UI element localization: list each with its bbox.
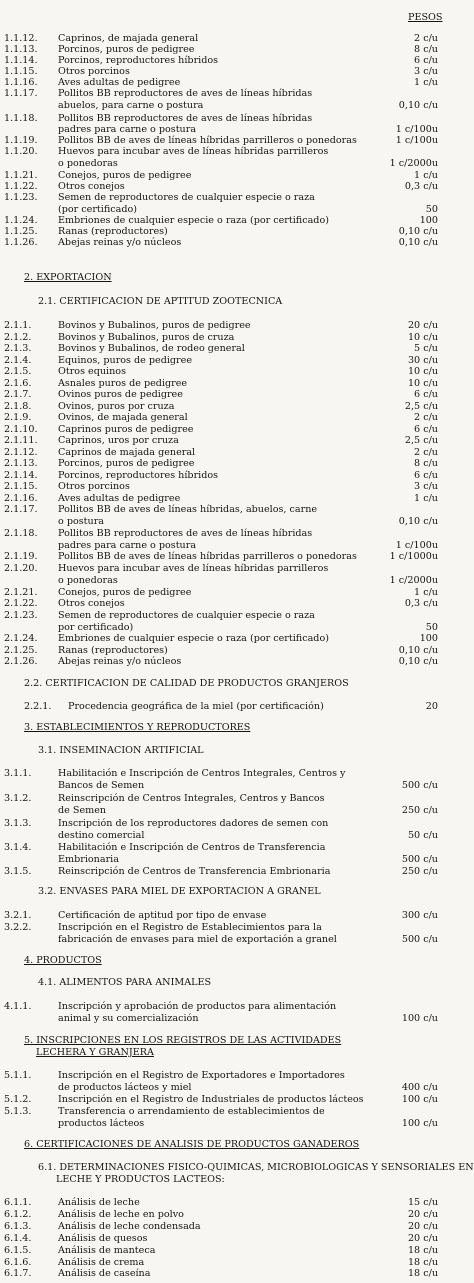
item-price: 0,10 c/u [398, 237, 438, 248]
tariff-row [0, 633, 474, 645]
subsection-heading [0, 678, 474, 690]
tariff-row [0, 1209, 474, 1221]
tariff-row [0, 1094, 474, 1106]
item-price: 10 c/u [407, 332, 438, 343]
section-heading [0, 1047, 474, 1059]
item-description: o ponedoras [58, 158, 118, 169]
item-description: o postura [58, 516, 105, 527]
item-description: Ranas (reproductores) [58, 226, 168, 237]
item-description: Pollitos BB de aves de líneas híbridas parrilleros o ponedoras [58, 551, 357, 562]
item-price: 20 c/u [407, 1233, 438, 1244]
tariff-row [0, 1197, 474, 1209]
item-number: 6.1.1. [4, 1197, 32, 1208]
tariff-row [0, 818, 474, 830]
tariff-row [0, 854, 474, 866]
section-heading-text: LECHERA Y GRANJERA [36, 1047, 154, 1058]
item-description: Habilitación e Inscripción de Centros Integrales, Centros y [58, 768, 346, 779]
tariff-row [0, 389, 474, 401]
tariff-row [0, 563, 474, 575]
item-price: 1 c/100u [395, 540, 438, 551]
item-price: 6 c/u [414, 470, 438, 481]
subsection-heading-text: 3.2. ENVASES PARA MIEL DE EXPORTACION A GRANEL [38, 886, 321, 897]
item-description: Embrionaria [58, 854, 119, 865]
item-number: 2.1.11. [4, 435, 38, 446]
tariff-row [0, 910, 474, 922]
tariff-row [0, 88, 474, 100]
tariff-row [0, 866, 474, 878]
section-heading-text: 3. ESTABLECIMIENTOS Y REPRODUCTORES [24, 722, 251, 733]
subsection-heading-text: 4.1. ALIMENTOS PARA ANIMALES [38, 977, 212, 988]
item-number: 2.1.8. [4, 401, 32, 412]
item-description: Análisis de leche [58, 1197, 140, 1208]
tariff-row [0, 780, 474, 792]
item-description: Procedencia geográfica de la miel (por certificación) [68, 701, 324, 712]
item-price: 18 c/u [407, 1257, 438, 1268]
item-description: Semen de reproductores de cualquier especie o raza [58, 610, 315, 621]
item-number: 6.1.5. [4, 1245, 32, 1256]
item-number: 1.1.21. [4, 170, 38, 181]
tariff-row [0, 922, 474, 934]
subsection-heading-text: LECHE Y PRODUCTOS LACTEOS: [56, 1174, 225, 1185]
item-description: padres para carne o postura [58, 124, 197, 135]
item-number: 6.1.3. [4, 1221, 32, 1232]
item-description: Caprinos, de majada general [58, 33, 199, 44]
tariff-row [0, 1268, 474, 1280]
item-number: 2.1.19. [4, 551, 38, 562]
item-price: 100 c/u [401, 1118, 438, 1129]
tariff-row [0, 610, 474, 622]
tariff-row [0, 100, 474, 112]
item-number: 2.1.1. [4, 320, 32, 331]
item-number: 2.1.9. [4, 412, 32, 423]
item-price: 15 c/u [407, 1197, 438, 1208]
tariff-row [0, 458, 474, 470]
item-price: 1 c/2000u [389, 575, 438, 586]
item-description: Análisis de quesos [58, 1233, 148, 1244]
item-price: 6 c/u [414, 55, 438, 66]
item-number: 3.1.4. [4, 842, 32, 853]
item-description: por certificado) [58, 622, 134, 633]
item-number: 2.1.4. [4, 355, 32, 366]
subsection-heading [0, 745, 474, 757]
item-description: Bancos de Semen [58, 780, 145, 791]
item-number: 6.1.7. [4, 1268, 32, 1279]
item-description: Análisis de leche en polvo [58, 1209, 184, 1220]
tariff-row [0, 551, 474, 563]
item-description: Equinos, puros de pedigree [58, 355, 193, 366]
item-price: 0,10 c/u [398, 645, 438, 656]
item-price: 100 [419, 215, 438, 226]
section-heading [0, 272, 474, 284]
item-number: 1.1.26. [4, 237, 38, 248]
item-price: 5 c/u [414, 343, 438, 354]
item-price: 400 c/u [401, 1082, 438, 1093]
item-number: 2.1.13. [4, 458, 38, 469]
item-price: 500 c/u [401, 780, 438, 791]
item-price: 1 c/2000u [389, 158, 438, 169]
item-price: 2,5 c/u [404, 435, 438, 446]
item-description: Ovinos puros de pedigree [58, 389, 183, 400]
item-description: Análisis de leche condensada [58, 1221, 201, 1232]
item-description: Huevos para incubar aves de líneas híbridas parrilleros [58, 563, 329, 574]
item-description: Huevos para incubar aves de líneas híbridas parrilleros [58, 146, 329, 157]
item-description: Porcinos, puros de pedigree [58, 458, 195, 469]
subsection-heading [0, 1174, 474, 1186]
item-price: 2,5 c/u [404, 401, 438, 412]
item-description: Ranas (reproductores) [58, 645, 168, 656]
item-number: 1.1.14. [4, 55, 38, 66]
item-price: 6 c/u [414, 389, 438, 400]
item-price: 250 c/u [401, 805, 438, 816]
item-description: Ovinos, puros por cruza [58, 401, 175, 412]
item-number: 3.2.1. [4, 910, 32, 921]
item-description: Transferencia o arrendamiento de establecimientos de [58, 1106, 325, 1117]
item-number: 3.1.3. [4, 818, 32, 829]
item-price: 500 c/u [401, 854, 438, 865]
item-description: Caprinos de majada general [58, 447, 196, 458]
item-number: 1.1.15. [4, 66, 38, 77]
item-price: 50 [425, 622, 438, 633]
item-number: 2.1.2. [4, 332, 32, 343]
item-number: 1.1.18. [4, 113, 38, 124]
item-number: 2.1.26. [4, 656, 38, 667]
item-description: animal y su comercialización [58, 1013, 199, 1024]
item-description: (por certificado) [58, 204, 138, 215]
item-number: 2.1.15. [4, 481, 38, 492]
item-number: 1.1.25. [4, 226, 38, 237]
item-number: 6.1.4. [4, 1233, 32, 1244]
item-description: Inscripción en el Registro de Establecimientos para la [58, 922, 322, 933]
item-price: 1 c/1000u [389, 551, 438, 562]
item-description: Abejas reinas y/o núcleos [58, 656, 182, 667]
item-number: 6.1.6. [4, 1257, 32, 1268]
item-number: 2.1.24. [4, 633, 38, 644]
item-description: Otros equinos [58, 366, 126, 377]
tariff-row [0, 146, 474, 158]
item-description: Ovinos, de majada general [58, 412, 188, 423]
item-price: 10 c/u [407, 378, 438, 389]
tariff-row [0, 504, 474, 516]
item-description: Porcinos, puros de pedigree [58, 44, 195, 55]
item-number: 1.1.22. [4, 181, 38, 192]
tariff-row [0, 366, 474, 378]
item-description: Otros porcinos [58, 481, 130, 492]
item-number: 2.1.21. [4, 587, 38, 598]
tariff-row [0, 481, 474, 493]
item-description: Asnales puros de pedigree [58, 378, 188, 389]
item-number: 3.2.2. [4, 922, 32, 933]
item-price: 2 c/u [414, 412, 438, 423]
tariff-row [0, 343, 474, 355]
tariff-row [0, 1245, 474, 1257]
item-number: 1.1.16. [4, 77, 38, 88]
item-price: 50 [425, 204, 438, 215]
item-description: Certificación de aptitud por tipo de envase [58, 910, 267, 921]
item-price: 0,3 c/u [404, 598, 438, 609]
tariff-row [0, 598, 474, 610]
tariff-row [0, 320, 474, 332]
item-price: 250 c/u [401, 866, 438, 877]
item-price: 1 c/100u [395, 135, 438, 146]
item-number: 1.1.13. [4, 44, 38, 55]
item-price: 2 c/u [414, 447, 438, 458]
item-number: 1.1.23. [4, 192, 38, 203]
item-description: Aves adultas de pedigree [58, 493, 181, 504]
item-number: 2.1.12. [4, 447, 38, 458]
item-description: Inscripción en el Registro de Exportadores e Importadores [58, 1070, 345, 1081]
item-description: padres para carne o postura [58, 540, 197, 551]
tariff-row [0, 793, 474, 805]
item-number: 2.2.1. [24, 701, 52, 712]
item-price: 0,10 c/u [398, 656, 438, 667]
item-description: abuelos, para carne o postura [58, 100, 204, 111]
subsection-heading [0, 977, 474, 989]
item-description: Pollitos BB reproductores de aves de líneas híbridas [58, 528, 313, 539]
item-price: 10 c/u [407, 366, 438, 377]
item-description: Porcinos, reproductores híbridos [58, 470, 219, 481]
item-price: 18 c/u [407, 1268, 438, 1279]
tariff-row [0, 830, 474, 842]
item-number: 4.1.1. [4, 1001, 32, 1012]
item-description: Bovinos y Bubalinos, puros de pedigree [58, 320, 251, 331]
item-description: Embriones de cualquier especie o raza (por certificado) [58, 633, 329, 644]
item-description: o ponedoras [58, 575, 118, 586]
item-description: Inscripción de los reproductores dadores de semen con [58, 818, 329, 829]
subsection-heading-text: 3.1. INSEMINACION ARTIFICIAL [38, 745, 204, 756]
tariff-row [0, 192, 474, 204]
item-number: 5.1.1. [4, 1070, 32, 1081]
tariff-row [0, 1233, 474, 1245]
tariff-row [0, 1013, 474, 1025]
item-number: 2.1.10. [4, 424, 38, 435]
item-description: Análisis de crema [58, 1257, 145, 1268]
tariff-row [0, 575, 474, 587]
item-number: 2.1.16. [4, 493, 38, 504]
tariff-row [0, 412, 474, 424]
item-price: 100 c/u [401, 1013, 438, 1024]
tariff-row [0, 934, 474, 946]
item-price: 2 c/u [414, 33, 438, 44]
item-description: Reinscripción de Centros de Transferencia Embrionaria [58, 866, 331, 877]
item-price: 3 c/u [414, 66, 438, 77]
item-number: 1.1.20. [4, 146, 38, 157]
tariff-row [0, 701, 474, 713]
tariff-row [0, 805, 474, 817]
item-description: Caprinos puros de pedigree [58, 424, 194, 435]
item-number: 1.1.19. [4, 135, 38, 146]
subsection-heading-text: 2.1. CERTIFICACION DE APTITUD ZOOTECNICA [38, 296, 283, 307]
item-description: productos lácteos [58, 1118, 145, 1129]
item-number: 2.1.23. [4, 610, 38, 621]
item-price: 1 c/u [414, 77, 438, 88]
item-number: 2.1.18. [4, 528, 38, 539]
item-price: 300 c/u [401, 910, 438, 921]
tariff-row [0, 1082, 474, 1094]
item-description: Habilitación e Inscripción de Centros de Transferencia [58, 842, 326, 853]
item-number: 1.1.24. [4, 215, 38, 226]
item-description: Aves adultas de pedigree [58, 77, 181, 88]
item-price: 3 c/u [414, 481, 438, 492]
tariff-row [0, 528, 474, 540]
item-description: fabricación de envases para miel de exportación a granel [58, 934, 337, 945]
item-price: 8 c/u [414, 44, 438, 55]
item-description: Porcinos, reproductores híbridos [58, 55, 219, 66]
item-description: Bovinos y Bubalinos, de rodeo general [58, 343, 245, 354]
item-price: 1 c/u [414, 170, 438, 181]
item-number: 5.1.2. [4, 1094, 32, 1105]
item-price: 500 c/u [401, 934, 438, 945]
subsection-heading [0, 296, 474, 308]
item-description: Embriones de cualquier especie o raza (por certificado) [58, 215, 329, 226]
item-description: Reinscripción de Centros Integrales, Centros y Bancos [58, 793, 325, 804]
item-price: 20 c/u [407, 1209, 438, 1220]
item-price: 0,10 c/u [398, 100, 438, 111]
item-number: 3.1.1. [4, 768, 32, 779]
tariff-row [0, 1106, 474, 1118]
item-number: 3.1.5. [4, 866, 32, 877]
item-price: 20 c/u [407, 320, 438, 331]
subsection-heading [0, 886, 474, 898]
item-description: Análisis de manteca [58, 1245, 156, 1256]
item-description: Bovinos y Bubalinos, puros de cruza [58, 332, 235, 343]
item-description: destino comercial [58, 830, 145, 841]
item-description: Abejas reinas y/o núcleos [58, 237, 182, 248]
item-description: Pollitos BB de aves de líneas híbridas, abuelos, carne [58, 504, 318, 515]
section-heading [0, 955, 474, 967]
tariff-row [0, 237, 474, 249]
item-number: 2.1.6. [4, 378, 32, 389]
item-number: 2.1.22. [4, 598, 38, 609]
tariff-row [0, 158, 474, 170]
section-heading [0, 1035, 474, 1047]
item-description: Caprinos, uros por cruza [58, 435, 179, 446]
item-price: 20 c/u [407, 1221, 438, 1232]
item-number: 2.1.5. [4, 366, 32, 377]
tariff-row [0, 516, 474, 528]
item-description: Inscripción y aprobación de productos para alimentación [58, 1001, 337, 1012]
item-price: 1 c/u [414, 493, 438, 504]
subsection-heading-text: 2.2. CERTIFICACION DE CALIDAD DE PRODUCTOS GRANJEROS [24, 678, 349, 689]
item-price: 1 c/u [414, 587, 438, 598]
tariff-row [0, 435, 474, 447]
tariff-row [0, 1070, 474, 1082]
item-price: 100 [419, 633, 438, 644]
tariff-row [0, 768, 474, 780]
item-price: 20 [425, 701, 438, 712]
pesos-label: PESOS [408, 12, 443, 23]
item-description: Otros porcinos [58, 66, 130, 77]
item-price: 0,10 c/u [398, 516, 438, 527]
item-number: 2.1.17. [4, 504, 38, 515]
item-description: Conejos, puros de pedigree [58, 587, 192, 598]
item-number: 2.1.3. [4, 343, 32, 354]
section-heading [0, 1139, 474, 1151]
section-heading-text: 5. INSCRIPCIONES EN LOS REGISTROS DE LAS ACTIVIDADES [24, 1035, 342, 1046]
item-description: Otros conejos [58, 598, 125, 609]
item-price: 0,10 c/u [398, 226, 438, 237]
tariff-row [0, 656, 474, 668]
item-number: 1.1.12. [4, 33, 38, 44]
section-heading-text: 2. EXPORTACION [24, 272, 112, 283]
item-description: Otros conejos [58, 181, 125, 192]
item-price: 30 c/u [407, 355, 438, 366]
item-description: de Semen [58, 805, 107, 816]
pesos-column-header [0, 12, 474, 24]
item-price: 6 c/u [414, 424, 438, 435]
item-description: de productos lácteos y miel [58, 1082, 192, 1093]
item-description: Inscripción en el Registro de Industriales de productos lácteos [58, 1094, 364, 1105]
item-description: Pollitos BB reproductores de aves de líneas híbridas [58, 88, 313, 99]
item-description: Pollitos BB reproductores de aves de líneas híbridas [58, 113, 313, 124]
item-number: 1.1.17. [4, 88, 38, 99]
subsection-heading-text: 6.1. DETERMINACIONES FISICO-QUIMICAS, MICROBIOLOGICAS Y SENSORIALES EN [38, 1162, 474, 1173]
item-price: 50 c/u [407, 830, 438, 841]
section-heading-text: 6. CERTIFICACIONES DE ANALISIS DE PRODUCTOS GANADEROS [24, 1139, 360, 1150]
item-number: 2.1.20. [4, 563, 38, 574]
section-heading [0, 722, 474, 734]
item-description: Análisis de caseína [58, 1268, 151, 1279]
section-heading-text: 4. PRODUCTOS [24, 955, 102, 966]
item-number: 3.1.2. [4, 793, 32, 804]
item-number: 5.1.3. [4, 1106, 32, 1117]
item-price: 18 c/u [407, 1245, 438, 1256]
item-description: Conejos, puros de pedigree [58, 170, 192, 181]
item-price: 1 c/100u [395, 124, 438, 135]
item-price: 8 c/u [414, 458, 438, 469]
item-number: 2.1.25. [4, 645, 38, 656]
item-price: 0,3 c/u [404, 181, 438, 192]
item-description: Semen de reproductores de cualquier especie o raza [58, 192, 315, 203]
item-price: 100 c/u [401, 1094, 438, 1105]
item-number: 2.1.7. [4, 389, 32, 400]
item-number: 2.1.14. [4, 470, 38, 481]
tariff-row [0, 842, 474, 854]
tariff-row [0, 1001, 474, 1013]
item-description: Pollitos BB de aves de líneas híbridas parrilleros o ponedoras [58, 135, 357, 146]
subsection-heading [0, 1162, 474, 1174]
item-number: 6.1.2. [4, 1209, 32, 1220]
tariff-row [0, 1221, 474, 1233]
tariff-row [0, 1118, 474, 1130]
